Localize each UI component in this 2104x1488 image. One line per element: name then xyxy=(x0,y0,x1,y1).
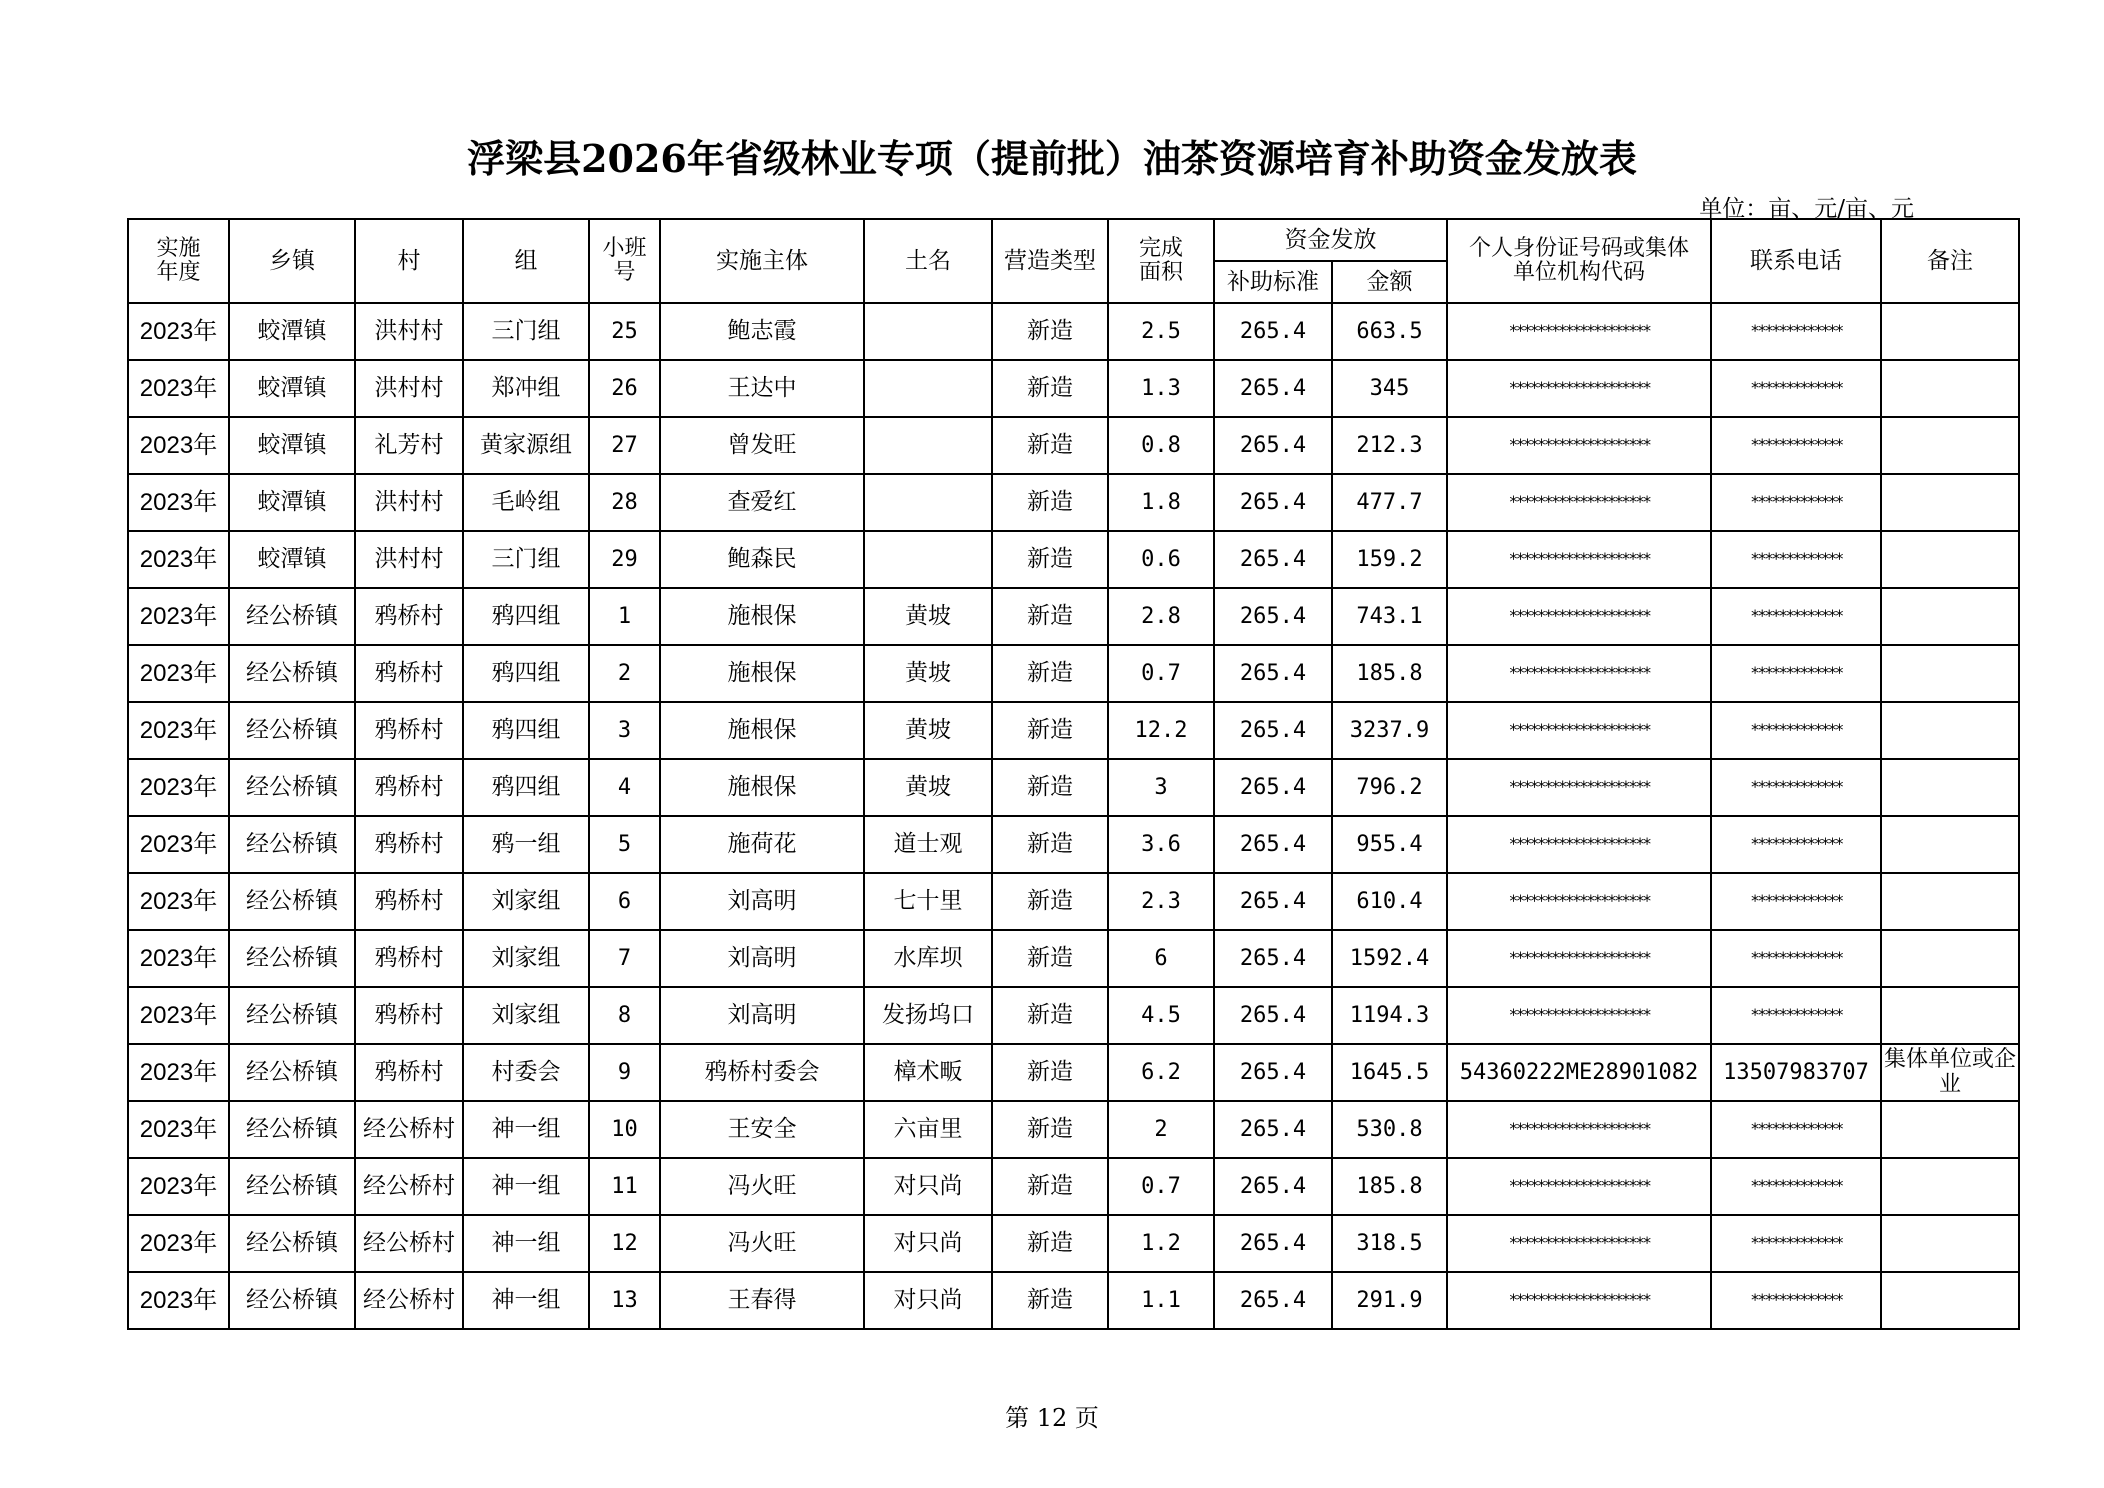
cell-place-name: 六亩里 xyxy=(864,1101,992,1158)
cell-amount: 477.7 xyxy=(1332,474,1447,531)
cell-amount: 185.8 xyxy=(1332,1158,1447,1215)
cell-subject: 刘高明 xyxy=(660,987,864,1044)
cell-year: 2023年 xyxy=(128,360,229,417)
cell-id-code: ******************** xyxy=(1447,987,1711,1044)
cell-remark xyxy=(1881,816,2019,873)
cell-remark xyxy=(1881,1101,2019,1158)
cell-town: 经公桥镇 xyxy=(229,1158,355,1215)
cell-area: 12.2 xyxy=(1108,702,1214,759)
cell-remark: 集体单位或企业 xyxy=(1881,1044,2019,1101)
cell-group: 鸦一组 xyxy=(463,816,589,873)
cell-id-code: ******************** xyxy=(1447,1272,1711,1329)
cell-group: 鸦四组 xyxy=(463,588,589,645)
cell-town: 经公桥镇 xyxy=(229,1215,355,1272)
cell-group: 黄家源组 xyxy=(463,417,589,474)
cell-remark xyxy=(1881,531,2019,588)
cell-type: 新造 xyxy=(992,1272,1108,1329)
cell-village: 经公桥村 xyxy=(355,1272,463,1329)
cell-id-code: ******************** xyxy=(1447,588,1711,645)
cell-area: 1.3 xyxy=(1108,360,1214,417)
cell-town: 经公桥镇 xyxy=(229,759,355,816)
cell-village: 鸦桥村 xyxy=(355,930,463,987)
cell-standard: 265.4 xyxy=(1214,873,1332,930)
cell-area: 0.6 xyxy=(1108,531,1214,588)
cell-year: 2023年 xyxy=(128,474,229,531)
cell-plot-no: 1 xyxy=(589,588,660,645)
cell-plot-no: 3 xyxy=(589,702,660,759)
cell-subject: 施根保 xyxy=(660,759,864,816)
cell-type: 新造 xyxy=(992,474,1108,531)
cell-phone: ************* xyxy=(1711,645,1881,702)
cell-place-name: 道士观 xyxy=(864,816,992,873)
cell-area: 1.8 xyxy=(1108,474,1214,531)
cell-phone: 13507983707 xyxy=(1711,1044,1881,1101)
cell-type: 新造 xyxy=(992,303,1108,360)
cell-phone: ************* xyxy=(1711,1101,1881,1158)
cell-village: 礼芳村 xyxy=(355,417,463,474)
cell-group: 刘家组 xyxy=(463,873,589,930)
cell-type: 新造 xyxy=(992,531,1108,588)
cell-type: 新造 xyxy=(992,1044,1108,1101)
cell-remark xyxy=(1881,987,2019,1044)
cell-id-code: ******************** xyxy=(1447,417,1711,474)
cell-area: 2.8 xyxy=(1108,588,1214,645)
cell-id-code: ******************** xyxy=(1447,930,1711,987)
cell-village: 洪村村 xyxy=(355,531,463,588)
cell-remark xyxy=(1881,702,2019,759)
cell-area: 0.7 xyxy=(1108,1158,1214,1215)
cell-remark xyxy=(1881,360,2019,417)
cell-id-code: ******************** xyxy=(1447,759,1711,816)
cell-amount: 796.2 xyxy=(1332,759,1447,816)
cell-subject: 刘高明 xyxy=(660,930,864,987)
cell-standard: 265.4 xyxy=(1214,816,1332,873)
cell-place-name: 樟术畈 xyxy=(864,1044,992,1101)
cell-phone: ************* xyxy=(1711,303,1881,360)
cell-id-code: ******************** xyxy=(1447,1101,1711,1158)
table-row xyxy=(128,303,2019,360)
cell-standard: 265.4 xyxy=(1214,417,1332,474)
cell-phone: ************* xyxy=(1711,1272,1881,1329)
cell-id-code: ******************** xyxy=(1447,645,1711,702)
cell-type: 新造 xyxy=(992,360,1108,417)
cell-type: 新造 xyxy=(992,417,1108,474)
cell-subject: 曾发旺 xyxy=(660,417,864,474)
cell-subject: 施根保 xyxy=(660,645,864,702)
cell-year: 2023年 xyxy=(128,1272,229,1329)
cell-amount: 1645.5 xyxy=(1332,1044,1447,1101)
header-amount: 金额 xyxy=(1332,261,1447,303)
cell-place-name xyxy=(864,531,992,588)
cell-year: 2023年 xyxy=(128,1044,229,1101)
cell-village: 洪村村 xyxy=(355,474,463,531)
cell-town: 经公桥镇 xyxy=(229,1101,355,1158)
cell-plot-no: 12 xyxy=(589,1215,660,1272)
cell-standard: 265.4 xyxy=(1214,759,1332,816)
cell-id-code: ******************** xyxy=(1447,816,1711,873)
cell-year: 2023年 xyxy=(128,645,229,702)
cell-id-code: ******************** xyxy=(1447,303,1711,360)
cell-year: 2023年 xyxy=(128,987,229,1044)
cell-place-name: 发扬坞口 xyxy=(864,987,992,1044)
cell-amount: 345 xyxy=(1332,360,1447,417)
cell-village: 鸦桥村 xyxy=(355,1044,463,1101)
cell-area: 6 xyxy=(1108,930,1214,987)
cell-type: 新造 xyxy=(992,816,1108,873)
cell-phone: ************* xyxy=(1711,873,1881,930)
cell-place-name xyxy=(864,303,992,360)
cell-plot-no: 29 xyxy=(589,531,660,588)
cell-standard: 265.4 xyxy=(1214,702,1332,759)
cell-subject: 鸦桥村委会 xyxy=(660,1044,864,1101)
cell-village: 鸦桥村 xyxy=(355,588,463,645)
header-group: 组 xyxy=(463,219,589,303)
cell-village: 鸦桥村 xyxy=(355,645,463,702)
table-row xyxy=(128,759,2019,816)
cell-group: 村委会 xyxy=(463,1044,589,1101)
cell-village: 洪村村 xyxy=(355,303,463,360)
header-year: 实施 年度 xyxy=(128,219,229,303)
cell-phone: ************* xyxy=(1711,702,1881,759)
cell-area: 2 xyxy=(1108,1101,1214,1158)
cell-area: 0.8 xyxy=(1108,417,1214,474)
cell-group: 鸦四组 xyxy=(463,645,589,702)
cell-phone: ************* xyxy=(1711,816,1881,873)
cell-id-code: ******************** xyxy=(1447,1158,1711,1215)
cell-subject: 施根保 xyxy=(660,702,864,759)
cell-standard: 265.4 xyxy=(1214,1044,1332,1101)
cell-year: 2023年 xyxy=(128,588,229,645)
cell-group: 毛岭组 xyxy=(463,474,589,531)
page-title: 浮梁县2026年省级林业专项（提前批）油茶资源培育补助资金发放表 xyxy=(467,136,1637,181)
cell-town: 蛟潭镇 xyxy=(229,360,355,417)
table-row xyxy=(128,1272,2019,1329)
cell-standard: 265.4 xyxy=(1214,303,1332,360)
cell-year: 2023年 xyxy=(128,930,229,987)
cell-year: 2023年 xyxy=(128,759,229,816)
table-row xyxy=(128,417,2019,474)
cell-town: 蛟潭镇 xyxy=(229,417,355,474)
cell-type: 新造 xyxy=(992,1101,1108,1158)
cell-phone: ************* xyxy=(1711,360,1881,417)
table-row xyxy=(128,816,2019,873)
cell-remark xyxy=(1881,1215,2019,1272)
cell-amount: 663.5 xyxy=(1332,303,1447,360)
cell-standard: 265.4 xyxy=(1214,1101,1332,1158)
cell-plot-no: 10 xyxy=(589,1101,660,1158)
cell-plot-no: 7 xyxy=(589,930,660,987)
cell-phone: ************* xyxy=(1711,474,1881,531)
cell-phone: ************* xyxy=(1711,1158,1881,1215)
cell-remark xyxy=(1881,417,2019,474)
cell-village: 鸦桥村 xyxy=(355,816,463,873)
cell-area: 3 xyxy=(1108,759,1214,816)
table-row xyxy=(128,987,2019,1044)
cell-amount: 1592.4 xyxy=(1332,930,1447,987)
cell-place-name xyxy=(864,474,992,531)
cell-town: 经公桥镇 xyxy=(229,1272,355,1329)
cell-id-code: ******************** xyxy=(1447,474,1711,531)
cell-plot-no: 2 xyxy=(589,645,660,702)
cell-phone: ************* xyxy=(1711,987,1881,1044)
cell-standard: 265.4 xyxy=(1214,588,1332,645)
cell-year: 2023年 xyxy=(128,1215,229,1272)
cell-remark xyxy=(1881,759,2019,816)
cell-standard: 265.4 xyxy=(1214,645,1332,702)
header-place-name: 土名 xyxy=(864,219,992,303)
cell-id-code: 54360222ME28901082 xyxy=(1447,1044,1711,1101)
cell-village: 鸦桥村 xyxy=(355,873,463,930)
table-row xyxy=(128,1044,2019,1101)
header-id-code: 个人身份证号码或集体 单位机构代码 xyxy=(1447,219,1711,303)
cell-plot-no: 6 xyxy=(589,873,660,930)
cell-amount: 185.8 xyxy=(1332,645,1447,702)
cell-amount: 3237.9 xyxy=(1332,702,1447,759)
cell-year: 2023年 xyxy=(128,1158,229,1215)
cell-plot-no: 5 xyxy=(589,816,660,873)
cell-place-name: 对只尚 xyxy=(864,1272,992,1329)
cell-subject: 鲍志霞 xyxy=(660,303,864,360)
cell-amount: 291.9 xyxy=(1332,1272,1447,1329)
subsidy-table xyxy=(127,218,2020,1330)
cell-phone: ************* xyxy=(1711,759,1881,816)
cell-group: 刘家组 xyxy=(463,987,589,1044)
header-plot-no: 小班 号 xyxy=(589,219,660,303)
cell-town: 经公桥镇 xyxy=(229,987,355,1044)
cell-village: 鸦桥村 xyxy=(355,759,463,816)
cell-amount: 743.1 xyxy=(1332,588,1447,645)
table-row xyxy=(128,1158,2019,1215)
cell-year: 2023年 xyxy=(128,417,229,474)
cell-amount: 1194.3 xyxy=(1332,987,1447,1044)
cell-group: 鸦四组 xyxy=(463,702,589,759)
cell-plot-no: 9 xyxy=(589,1044,660,1101)
cell-subject: 施根保 xyxy=(660,588,864,645)
cell-village: 洪村村 xyxy=(355,360,463,417)
cell-phone: ************* xyxy=(1711,930,1881,987)
header-standard: 补助标准 xyxy=(1214,261,1332,303)
cell-area: 3.6 xyxy=(1108,816,1214,873)
cell-place-name: 对只尚 xyxy=(864,1215,992,1272)
cell-subject: 王安全 xyxy=(660,1101,864,1158)
cell-place-name xyxy=(864,360,992,417)
cell-standard: 265.4 xyxy=(1214,930,1332,987)
cell-subject: 王春得 xyxy=(660,1272,864,1329)
cell-remark xyxy=(1881,873,2019,930)
cell-place-name: 对只尚 xyxy=(864,1158,992,1215)
cell-town: 经公桥镇 xyxy=(229,645,355,702)
cell-place-name: 黄坡 xyxy=(864,702,992,759)
cell-group: 神一组 xyxy=(463,1101,589,1158)
header-town: 乡镇 xyxy=(229,219,355,303)
cell-phone: ************* xyxy=(1711,588,1881,645)
table-row xyxy=(128,1215,2019,1272)
cell-plot-no: 25 xyxy=(589,303,660,360)
cell-type: 新造 xyxy=(992,1158,1108,1215)
cell-year: 2023年 xyxy=(128,531,229,588)
cell-remark xyxy=(1881,645,2019,702)
cell-area: 0.7 xyxy=(1108,645,1214,702)
cell-standard: 265.4 xyxy=(1214,474,1332,531)
cell-amount: 212.3 xyxy=(1332,417,1447,474)
cell-plot-no: 26 xyxy=(589,360,660,417)
cell-plot-no: 4 xyxy=(589,759,660,816)
cell-id-code: ******************** xyxy=(1447,1215,1711,1272)
cell-amount: 318.5 xyxy=(1332,1215,1447,1272)
table-row xyxy=(128,474,2019,531)
cell-town: 经公桥镇 xyxy=(229,588,355,645)
cell-village: 鸦桥村 xyxy=(355,702,463,759)
cell-place-name: 黄坡 xyxy=(864,645,992,702)
cell-village: 经公桥村 xyxy=(355,1158,463,1215)
cell-plot-no: 13 xyxy=(589,1272,660,1329)
cell-town: 蛟潭镇 xyxy=(229,474,355,531)
table-row xyxy=(128,930,2019,987)
unit-label: 单位：亩、元/亩、元 xyxy=(1699,196,1914,222)
cell-place-name: 水库坝 xyxy=(864,930,992,987)
cell-remark xyxy=(1881,1158,2019,1215)
table-row xyxy=(128,360,2019,417)
cell-plot-no: 28 xyxy=(589,474,660,531)
cell-id-code: ******************** xyxy=(1447,873,1711,930)
cell-village: 鸦桥村 xyxy=(355,987,463,1044)
cell-group: 神一组 xyxy=(463,1215,589,1272)
cell-type: 新造 xyxy=(992,588,1108,645)
cell-type: 新造 xyxy=(992,930,1108,987)
cell-id-code: ******************** xyxy=(1447,702,1711,759)
cell-standard: 265.4 xyxy=(1214,1215,1332,1272)
table-row xyxy=(128,588,2019,645)
cell-group: 刘家组 xyxy=(463,930,589,987)
cell-id-code: ******************** xyxy=(1447,360,1711,417)
cell-standard: 265.4 xyxy=(1214,531,1332,588)
table-row xyxy=(128,645,2019,702)
table-row xyxy=(128,702,2019,759)
cell-group: 鸦四组 xyxy=(463,759,589,816)
cell-id-code: ******************** xyxy=(1447,531,1711,588)
cell-year: 2023年 xyxy=(128,816,229,873)
cell-area: 2.5 xyxy=(1108,303,1214,360)
cell-town: 经公桥镇 xyxy=(229,816,355,873)
cell-year: 2023年 xyxy=(128,303,229,360)
cell-village: 经公桥村 xyxy=(355,1101,463,1158)
cell-group: 三门组 xyxy=(463,303,589,360)
cell-subject: 冯火旺 xyxy=(660,1215,864,1272)
cell-town: 蛟潭镇 xyxy=(229,303,355,360)
cell-remark xyxy=(1881,303,2019,360)
cell-amount: 955.4 xyxy=(1332,816,1447,873)
header-area: 完成 面积 xyxy=(1108,219,1214,303)
cell-amount: 159.2 xyxy=(1332,531,1447,588)
header-subject: 实施主体 xyxy=(660,219,864,303)
cell-town: 经公桥镇 xyxy=(229,930,355,987)
cell-plot-no: 8 xyxy=(589,987,660,1044)
cell-group: 神一组 xyxy=(463,1158,589,1215)
cell-village: 经公桥村 xyxy=(355,1215,463,1272)
table-row xyxy=(128,531,2019,588)
cell-type: 新造 xyxy=(992,759,1108,816)
cell-town: 经公桥镇 xyxy=(229,1044,355,1101)
cell-plot-no: 27 xyxy=(589,417,660,474)
cell-remark xyxy=(1881,1272,2019,1329)
cell-type: 新造 xyxy=(992,987,1108,1044)
cell-standard: 265.4 xyxy=(1214,1158,1332,1215)
cell-plot-no: 11 xyxy=(589,1158,660,1215)
cell-year: 2023年 xyxy=(128,702,229,759)
header-phone: 联系电话 xyxy=(1711,219,1881,303)
cell-area: 1.1 xyxy=(1108,1272,1214,1329)
table-row xyxy=(128,1101,2019,1158)
cell-type: 新造 xyxy=(992,1215,1108,1272)
page-number: 第 12 页 xyxy=(1005,1404,1099,1432)
cell-subject: 刘高明 xyxy=(660,873,864,930)
cell-standard: 265.4 xyxy=(1214,1272,1332,1329)
cell-amount: 610.4 xyxy=(1332,873,1447,930)
cell-area: 4.5 xyxy=(1108,987,1214,1044)
cell-phone: ************* xyxy=(1711,1215,1881,1272)
cell-type: 新造 xyxy=(992,873,1108,930)
cell-area: 2.3 xyxy=(1108,873,1214,930)
cell-place-name: 黄坡 xyxy=(864,588,992,645)
cell-place-name: 七十里 xyxy=(864,873,992,930)
cell-group: 三门组 xyxy=(463,531,589,588)
cell-type: 新造 xyxy=(992,645,1108,702)
cell-group: 神一组 xyxy=(463,1272,589,1329)
header-type: 营造类型 xyxy=(992,219,1108,303)
cell-amount: 530.8 xyxy=(1332,1101,1447,1158)
cell-subject: 查爱红 xyxy=(660,474,864,531)
cell-phone: ************* xyxy=(1711,417,1881,474)
header-remark: 备注 xyxy=(1881,219,2019,303)
cell-place-name xyxy=(864,417,992,474)
cell-standard: 265.4 xyxy=(1214,360,1332,417)
header-funding: 资金发放 xyxy=(1214,219,1447,261)
cell-phone: ************* xyxy=(1711,531,1881,588)
table-row xyxy=(128,873,2019,930)
cell-remark xyxy=(1881,588,2019,645)
table-body xyxy=(128,303,2019,1329)
cell-town: 经公桥镇 xyxy=(229,702,355,759)
cell-standard: 265.4 xyxy=(1214,987,1332,1044)
cell-town: 蛟潭镇 xyxy=(229,531,355,588)
cell-group: 郑冲组 xyxy=(463,360,589,417)
header-village: 村 xyxy=(355,219,463,303)
cell-remark xyxy=(1881,474,2019,531)
cell-type: 新造 xyxy=(992,702,1108,759)
cell-year: 2023年 xyxy=(128,873,229,930)
cell-subject: 鲍森民 xyxy=(660,531,864,588)
cell-subject: 王达中 xyxy=(660,360,864,417)
cell-subject: 冯火旺 xyxy=(660,1158,864,1215)
cell-subject: 施荷花 xyxy=(660,816,864,873)
cell-area: 1.2 xyxy=(1108,1215,1214,1272)
cell-area: 6.2 xyxy=(1108,1044,1214,1101)
cell-year: 2023年 xyxy=(128,1101,229,1158)
cell-place-name: 黄坡 xyxy=(864,759,992,816)
cell-remark xyxy=(1881,930,2019,987)
cell-town: 经公桥镇 xyxy=(229,873,355,930)
